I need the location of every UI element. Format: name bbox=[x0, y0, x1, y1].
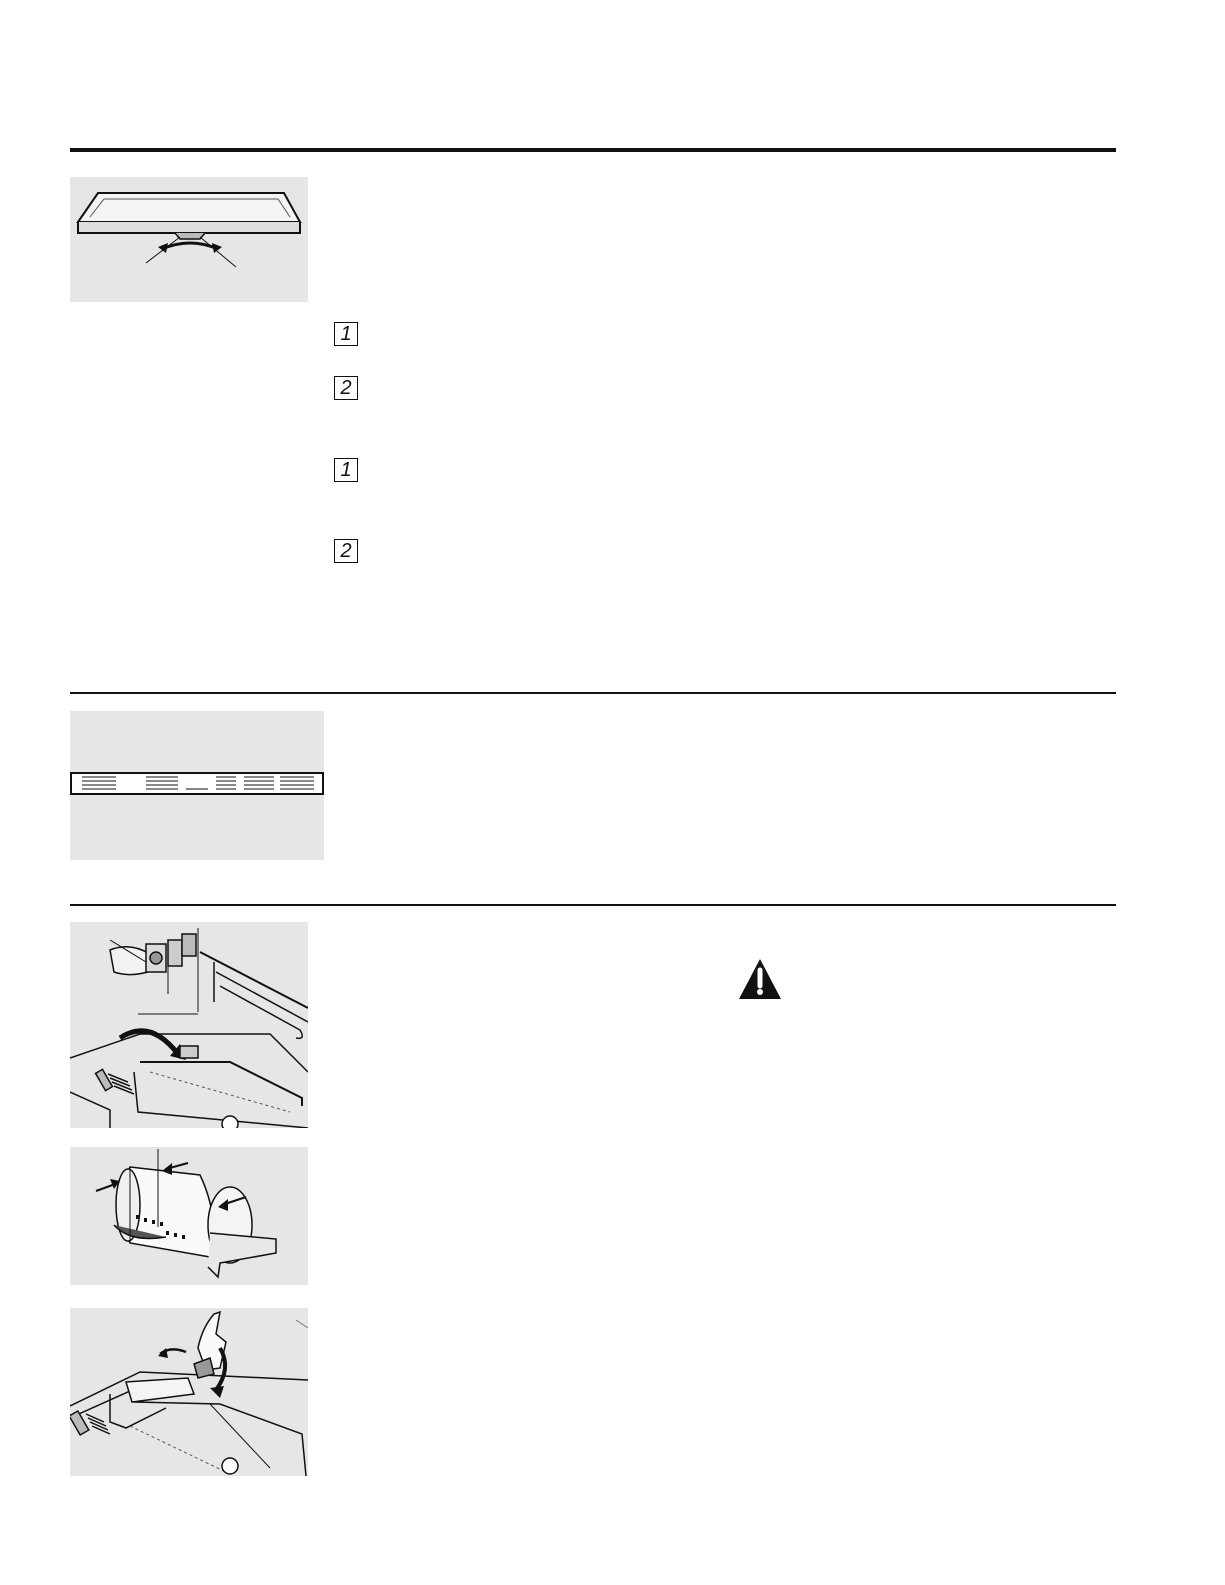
step-2-box: 2 bbox=[334, 539, 358, 563]
step-1-box: 1 bbox=[334, 322, 358, 346]
illustration-panel-vent bbox=[70, 711, 324, 860]
step-2-box: 2 bbox=[334, 376, 358, 400]
illustration-panel-rotate bbox=[70, 177, 308, 302]
section-rule-middle bbox=[70, 692, 1116, 694]
section-rule-lower bbox=[70, 904, 1116, 906]
illustration-panel-burner-replace bbox=[70, 1308, 308, 1476]
illustration-panel-burner bbox=[70, 922, 308, 1128]
section-rule-top bbox=[70, 148, 1116, 152]
step-1-box: 1 bbox=[334, 458, 358, 482]
warning-triangle-icon bbox=[738, 958, 782, 1000]
illustration-panel-burner-tube bbox=[70, 1147, 308, 1285]
